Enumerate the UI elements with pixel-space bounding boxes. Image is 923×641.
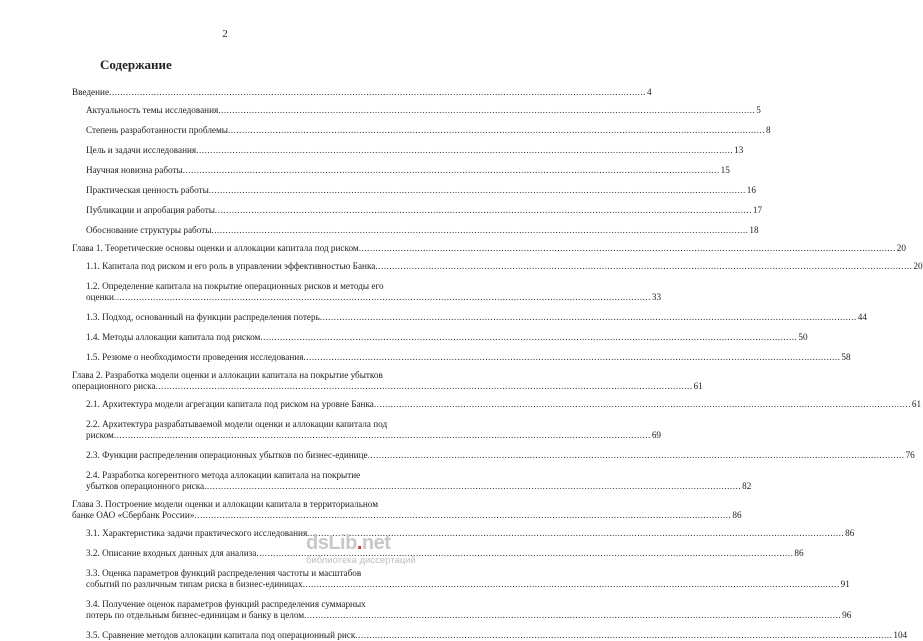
toc-entry[interactable]: [72, 261, 923, 272]
toc-entry-title: 3.4. Получение оценок параметров функций распределения суммарных: [86, 599, 366, 609]
watermark-subtitle: библиотека диссертаций: [306, 555, 416, 566]
toc-entry[interactable]: [72, 105, 761, 116]
toc-entry-title-continued: операционного риска: [72, 381, 156, 391]
dot-leader: [228, 125, 765, 136]
toc-page-number: 58: [841, 352, 851, 362]
toc-entry-title-continued: потерь по отдельным бизнес-единицам и банку в целом: [86, 610, 305, 620]
toc-entry[interactable]: [72, 165, 730, 176]
dot-leader: [320, 312, 857, 323]
toc-entry-title: 1.4. Методы аллокации капитала под риском: [86, 332, 261, 342]
toc-entry[interactable]: [72, 470, 752, 492]
toc-entry-title: 1.5. Резюме о необходимости проведения исследования: [86, 352, 304, 362]
toc-page-number: 15: [720, 165, 730, 175]
toc-entry-title: Глава 2. Разработка модели оценки и аллокации капитала на покрытие убытков: [72, 370, 383, 380]
toc-entry-title: 1.3. Подход, основанный на функции распределения потерь: [86, 312, 320, 322]
toc-entry-title-continued: банке ОАО «Сбербанк России»: [72, 510, 195, 520]
dot-leader: [211, 225, 748, 236]
dot-leader: [209, 185, 746, 196]
page-title: Содержание: [100, 57, 172, 72]
dot-leader: [359, 243, 896, 254]
toc-page-number: 44: [857, 312, 867, 322]
toc-entry-title: 3.3. Оценка параметров функций распределения частоты и масштабов: [86, 568, 362, 578]
toc-entry-title-continued: событий по различным типам риска в бизнес-единицах: [86, 579, 303, 589]
dot-leader: [260, 332, 797, 343]
toc-entry-title: Практическая ценность работы: [86, 185, 209, 195]
dot-leader: [215, 205, 752, 216]
dot-leader: [204, 481, 741, 492]
toc-entry[interactable]: [72, 568, 850, 590]
toc-page-number: 104: [893, 630, 908, 640]
toc-entry-title: Обоснование структуры работы: [86, 225, 212, 235]
toc-entry[interactable]: [72, 370, 703, 392]
toc-page-number: 86: [845, 528, 855, 538]
toc-entry[interactable]: [72, 225, 759, 236]
dot-leader: [368, 450, 905, 461]
toc-entry-title: Глава 3. Построение модели оценки и аллокации капитала в территориальном: [72, 499, 379, 509]
dot-leader: [304, 610, 841, 621]
toc-entry-title-continued: убытков операционного риска: [86, 481, 205, 491]
toc-entry-title: 2.3. Функция распределения операционных убытков по бизнес-единице: [86, 450, 368, 460]
toc-entry-title: Глава 1. Теоретические основы оценки и аллокации капитала под риском: [72, 243, 359, 253]
toc-entry[interactable]: [72, 125, 771, 136]
toc-page-number: 5: [756, 105, 761, 115]
toc-page-number: 86: [794, 548, 804, 558]
toc-page-number: 4: [647, 87, 652, 97]
toc-page-number: 20: [896, 243, 906, 253]
toc-entry[interactable]: [72, 185, 756, 196]
toc-page-number: 91: [840, 579, 850, 589]
toc-page-number: 33: [651, 292, 662, 302]
toc-entry-title-continued: оценки: [86, 292, 114, 302]
toc-entry[interactable]: [72, 332, 808, 343]
toc-entry-title: 2.1. Архитектура модели агрегации капитала под риском на уровне Банка: [86, 399, 374, 409]
toc-entry[interactable]: [72, 352, 851, 363]
toc-entry-title: 3.5. Сравнение методов аллокации капитала под операционный риск: [86, 630, 356, 640]
toc-page-number: 82: [742, 481, 752, 491]
toc-page-number: 96: [842, 610, 852, 620]
toc-entry-title: 2.4. Разработка когерентного метода аллокации капитала на покрытие: [86, 470, 361, 480]
toc-page-number: 50: [798, 332, 808, 342]
toc-page-number: 69: [651, 430, 662, 440]
toc-entry[interactable]: [72, 499, 742, 521]
toc-entry-title-continued: риском: [86, 430, 114, 440]
dot-leader: [218, 105, 755, 116]
dot-leader: [303, 352, 840, 363]
dot-leader: [374, 399, 911, 410]
toc-entry-title: Публикации и апробация работы: [86, 205, 215, 215]
toc-entry-title: Цель и задачи исследования: [86, 145, 197, 155]
toc-page-number: 16: [746, 185, 756, 195]
dot-leader: [109, 87, 646, 98]
toc-entry-title: 3.2. Описание входных данных для анализа: [86, 548, 257, 558]
dot-leader: [114, 292, 651, 303]
toc-entry[interactable]: [72, 243, 906, 254]
dslib-logo: dsLib.net: [306, 532, 391, 554]
dot-leader: [194, 510, 731, 521]
dot-leader: [183, 165, 720, 176]
toc-entry-title: Степень разработанности проблемы: [86, 125, 228, 135]
dot-leader: [355, 630, 892, 641]
toc-page-number: 13: [734, 145, 744, 155]
toc-entry[interactable]: [72, 450, 915, 461]
toc-entry-title: Научная новизна работы: [86, 165, 183, 175]
toc-page-number: 20: [913, 261, 923, 271]
toc-page-number: 8: [765, 125, 771, 135]
toc-entry[interactable]: [72, 599, 852, 621]
toc-entry-title: Введение: [72, 87, 110, 97]
toc-entry-title: 3.1. Характеристика задачи практического исследования: [86, 528, 308, 538]
toc-entry[interactable]: [72, 87, 652, 98]
toc-entry-title: 2.2. Архитектура разрабатываемой модели оценки и аллокации капитала под: [86, 419, 388, 429]
toc-entry[interactable]: [72, 281, 662, 303]
dot-leader: [156, 381, 693, 392]
toc-entry[interactable]: [72, 419, 662, 441]
toc-page-number: 61: [693, 381, 703, 391]
toc-page-number: 18: [749, 225, 759, 235]
toc-entry[interactable]: [72, 630, 908, 641]
toc-entry[interactable]: [72, 399, 922, 410]
toc-entry[interactable]: [72, 145, 744, 156]
toc-page-number: 61: [911, 399, 922, 409]
dot-leader: [303, 579, 840, 590]
toc-page-number: 17: [752, 205, 763, 215]
toc-entry[interactable]: [72, 312, 867, 323]
toc-entry-title: 1.2. Определение капитала на покрытие операционных рисков и методы его: [86, 281, 384, 291]
toc-entry-title: 1.1. Капитала под риском и его роль в управлении эффективностью Банка: [86, 261, 376, 271]
toc-page-number: 76: [905, 450, 915, 460]
watermark-logo: [306, 532, 416, 566]
toc-page-number: 86: [732, 510, 742, 520]
page-number: 2: [222, 28, 228, 40]
toc-entry[interactable]: [72, 205, 763, 216]
dot-leader: [114, 430, 651, 441]
dot-leader: [375, 261, 912, 272]
toc-entry-title: Актуальность темы исследования: [86, 105, 219, 115]
dot-leader: [196, 145, 733, 156]
